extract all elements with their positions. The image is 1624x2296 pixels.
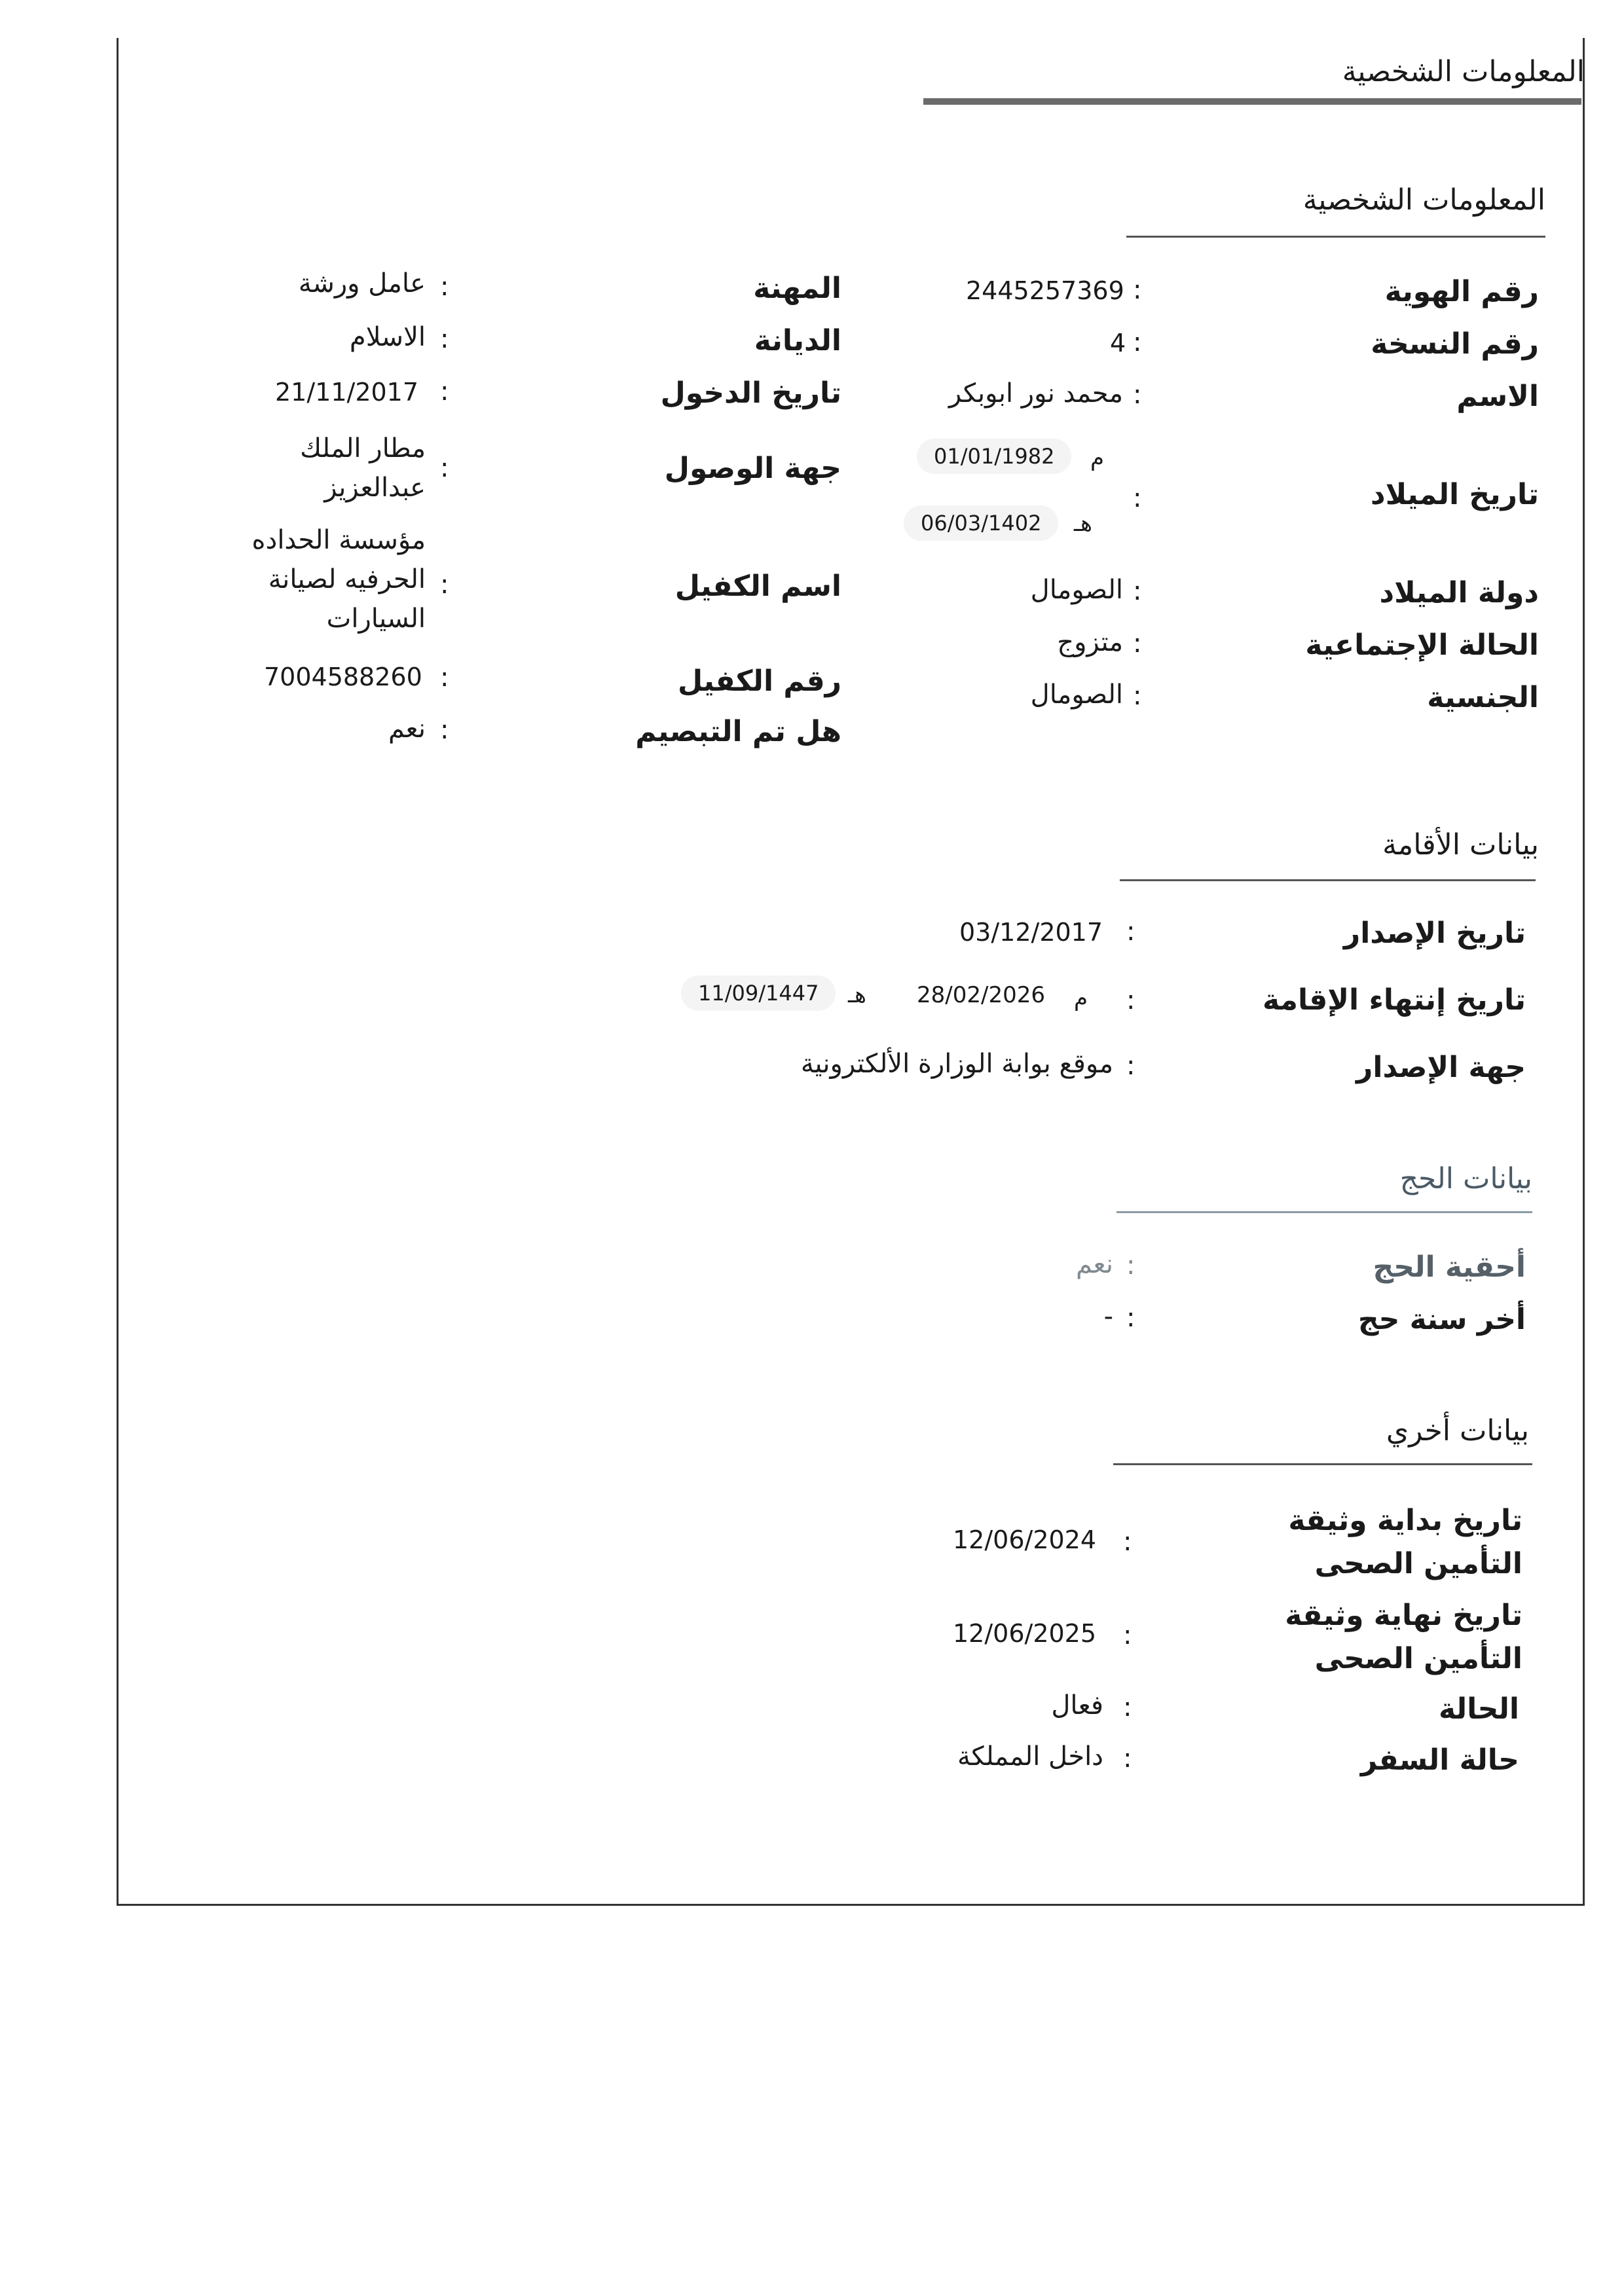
name-label: الاسم xyxy=(1456,380,1539,413)
residency-issuer-label: جهة الإصدار xyxy=(1356,1051,1526,1084)
hajj-section-title: بيانات الحج xyxy=(1399,1162,1532,1195)
arrival-point-value: مطار الملك عبدالعزيز xyxy=(300,433,426,503)
colon: : xyxy=(1126,985,1135,1015)
colon: : xyxy=(1126,1051,1135,1081)
hajj-eligibility-value: نعم xyxy=(1075,1249,1113,1279)
colon: : xyxy=(1133,483,1142,513)
entry-date-value: 21/11/2017 xyxy=(275,378,419,407)
birth-gregorian-marker: م xyxy=(1090,445,1105,471)
id-label: رقم الهوية xyxy=(1384,275,1539,308)
birth-hijri-value: 06/03/1402 xyxy=(904,505,1058,541)
expiry-hijri-value: 11/09/1447 xyxy=(681,975,836,1011)
insurance-end-value: 12/06/2025 xyxy=(953,1619,1097,1648)
residency-issuer-value: موقع بوابة الوزارة الألكترونية xyxy=(800,1049,1113,1079)
copy-label: رقم النسخة xyxy=(1371,327,1539,361)
birth-date-label: تاريخ الميلاد xyxy=(1371,478,1539,511)
religion-label: الديانة xyxy=(754,324,841,357)
sponsor-number-label: رقم الكفيل xyxy=(677,665,841,698)
personal-section-rule xyxy=(1126,236,1545,238)
residency-expiry-label: تاريخ إنتهاء الإقامة xyxy=(1263,983,1526,1017)
colon: : xyxy=(1123,1743,1132,1774)
colon: : xyxy=(1133,629,1142,659)
sponsor-name-value: مؤسسة الحداده الحرفيه لصيانة السيارات xyxy=(251,525,426,634)
travel-status-label: حالة السفر xyxy=(1360,1743,1519,1777)
colon: : xyxy=(1126,1250,1135,1281)
residency-section-title: بيانات الأقامة xyxy=(1382,828,1539,862)
nationality-value: الصومال xyxy=(1030,680,1123,710)
colon: : xyxy=(1123,1620,1132,1650)
copy-value: 4 xyxy=(1110,329,1126,357)
colon: : xyxy=(1133,681,1142,711)
birth-hijri-marker: هـ xyxy=(1074,511,1092,537)
colon: : xyxy=(1123,1692,1132,1722)
last-hajj-year-label: أخر سنة حج xyxy=(1357,1303,1526,1336)
travel-status-value: داخل المملكة xyxy=(957,1741,1103,1772)
arrival-point-label: جهة الوصول xyxy=(664,452,841,485)
profession-value: عامل ورشة xyxy=(298,268,426,299)
sponsor-name-label: اسم الكفيل xyxy=(674,570,841,603)
other-section-title: بيانات أخري xyxy=(1386,1414,1529,1448)
nationality-label: الجنسية xyxy=(1427,681,1539,714)
birth-gregorian-value: 01/01/1982 xyxy=(917,439,1071,474)
insurance-start-value: 12/06/2024 xyxy=(953,1525,1097,1554)
fingerprint-value: نعم xyxy=(388,714,426,744)
colon: : xyxy=(1123,1527,1132,1557)
colon: : xyxy=(440,272,449,302)
other-section-rule xyxy=(1113,1463,1532,1465)
header-title: المعلومات الشخصية xyxy=(1342,55,1585,88)
sponsor-number-value: 7004588260 xyxy=(264,663,422,691)
colon: : xyxy=(440,324,449,354)
expiry-hijri-marker: هـ xyxy=(848,982,866,1008)
residency-issue-date-value: 03/12/2017 xyxy=(959,918,1103,947)
colon: : xyxy=(1133,576,1142,606)
entry-date-label: تاريخ الدخول xyxy=(660,376,841,410)
colon: : xyxy=(440,570,449,600)
colon: : xyxy=(1133,327,1142,357)
insurance-end-label: تاريخ نهاية وثيقة التأمين الصحى xyxy=(1285,1599,1522,1675)
personal-section-title: المعلومات الشخصية xyxy=(1302,183,1545,217)
hajj-section-rule xyxy=(1116,1211,1532,1213)
residency-issue-date-label: تاريخ الإصدار xyxy=(1343,917,1526,950)
colon: : xyxy=(1133,380,1142,410)
marital-status-label: الحالة الإجتماعية xyxy=(1305,629,1539,662)
status-label: الحالة xyxy=(1438,1692,1519,1726)
marital-status-value: متزوج xyxy=(1057,627,1123,657)
expiry-gregorian-value: 28/02/2026 xyxy=(917,982,1045,1008)
header-rule xyxy=(923,98,1581,105)
colon: : xyxy=(1133,275,1142,305)
colon: : xyxy=(1126,917,1135,947)
colon: : xyxy=(440,663,449,693)
insurance-start-label: تاريخ بداية وثيقة التأمين الصحى xyxy=(1288,1504,1522,1580)
name-value: محمد نور ابوبكر xyxy=(948,378,1123,409)
colon: : xyxy=(440,376,449,407)
profession-label: المهنة xyxy=(753,272,841,305)
hajj-eligibility-label: أحقية الحج xyxy=(1373,1250,1526,1284)
expiry-gregorian-marker: م xyxy=(1074,985,1088,1011)
colon: : xyxy=(1126,1303,1135,1333)
colon: : xyxy=(440,453,449,483)
fingerprint-label: هل تم التبصيم xyxy=(635,715,841,748)
birth-country-value: الصومال xyxy=(1030,575,1123,605)
last-hajj-year-value: - xyxy=(1103,1302,1113,1332)
birth-country-label: دولة الميلاد xyxy=(1379,576,1539,610)
colon: : xyxy=(440,715,449,745)
religion-value: الاسلام xyxy=(349,322,426,352)
status-value: فعال xyxy=(1051,1690,1103,1721)
residency-section-rule xyxy=(1120,879,1536,881)
id-value: 2445257369 xyxy=(966,276,1124,305)
